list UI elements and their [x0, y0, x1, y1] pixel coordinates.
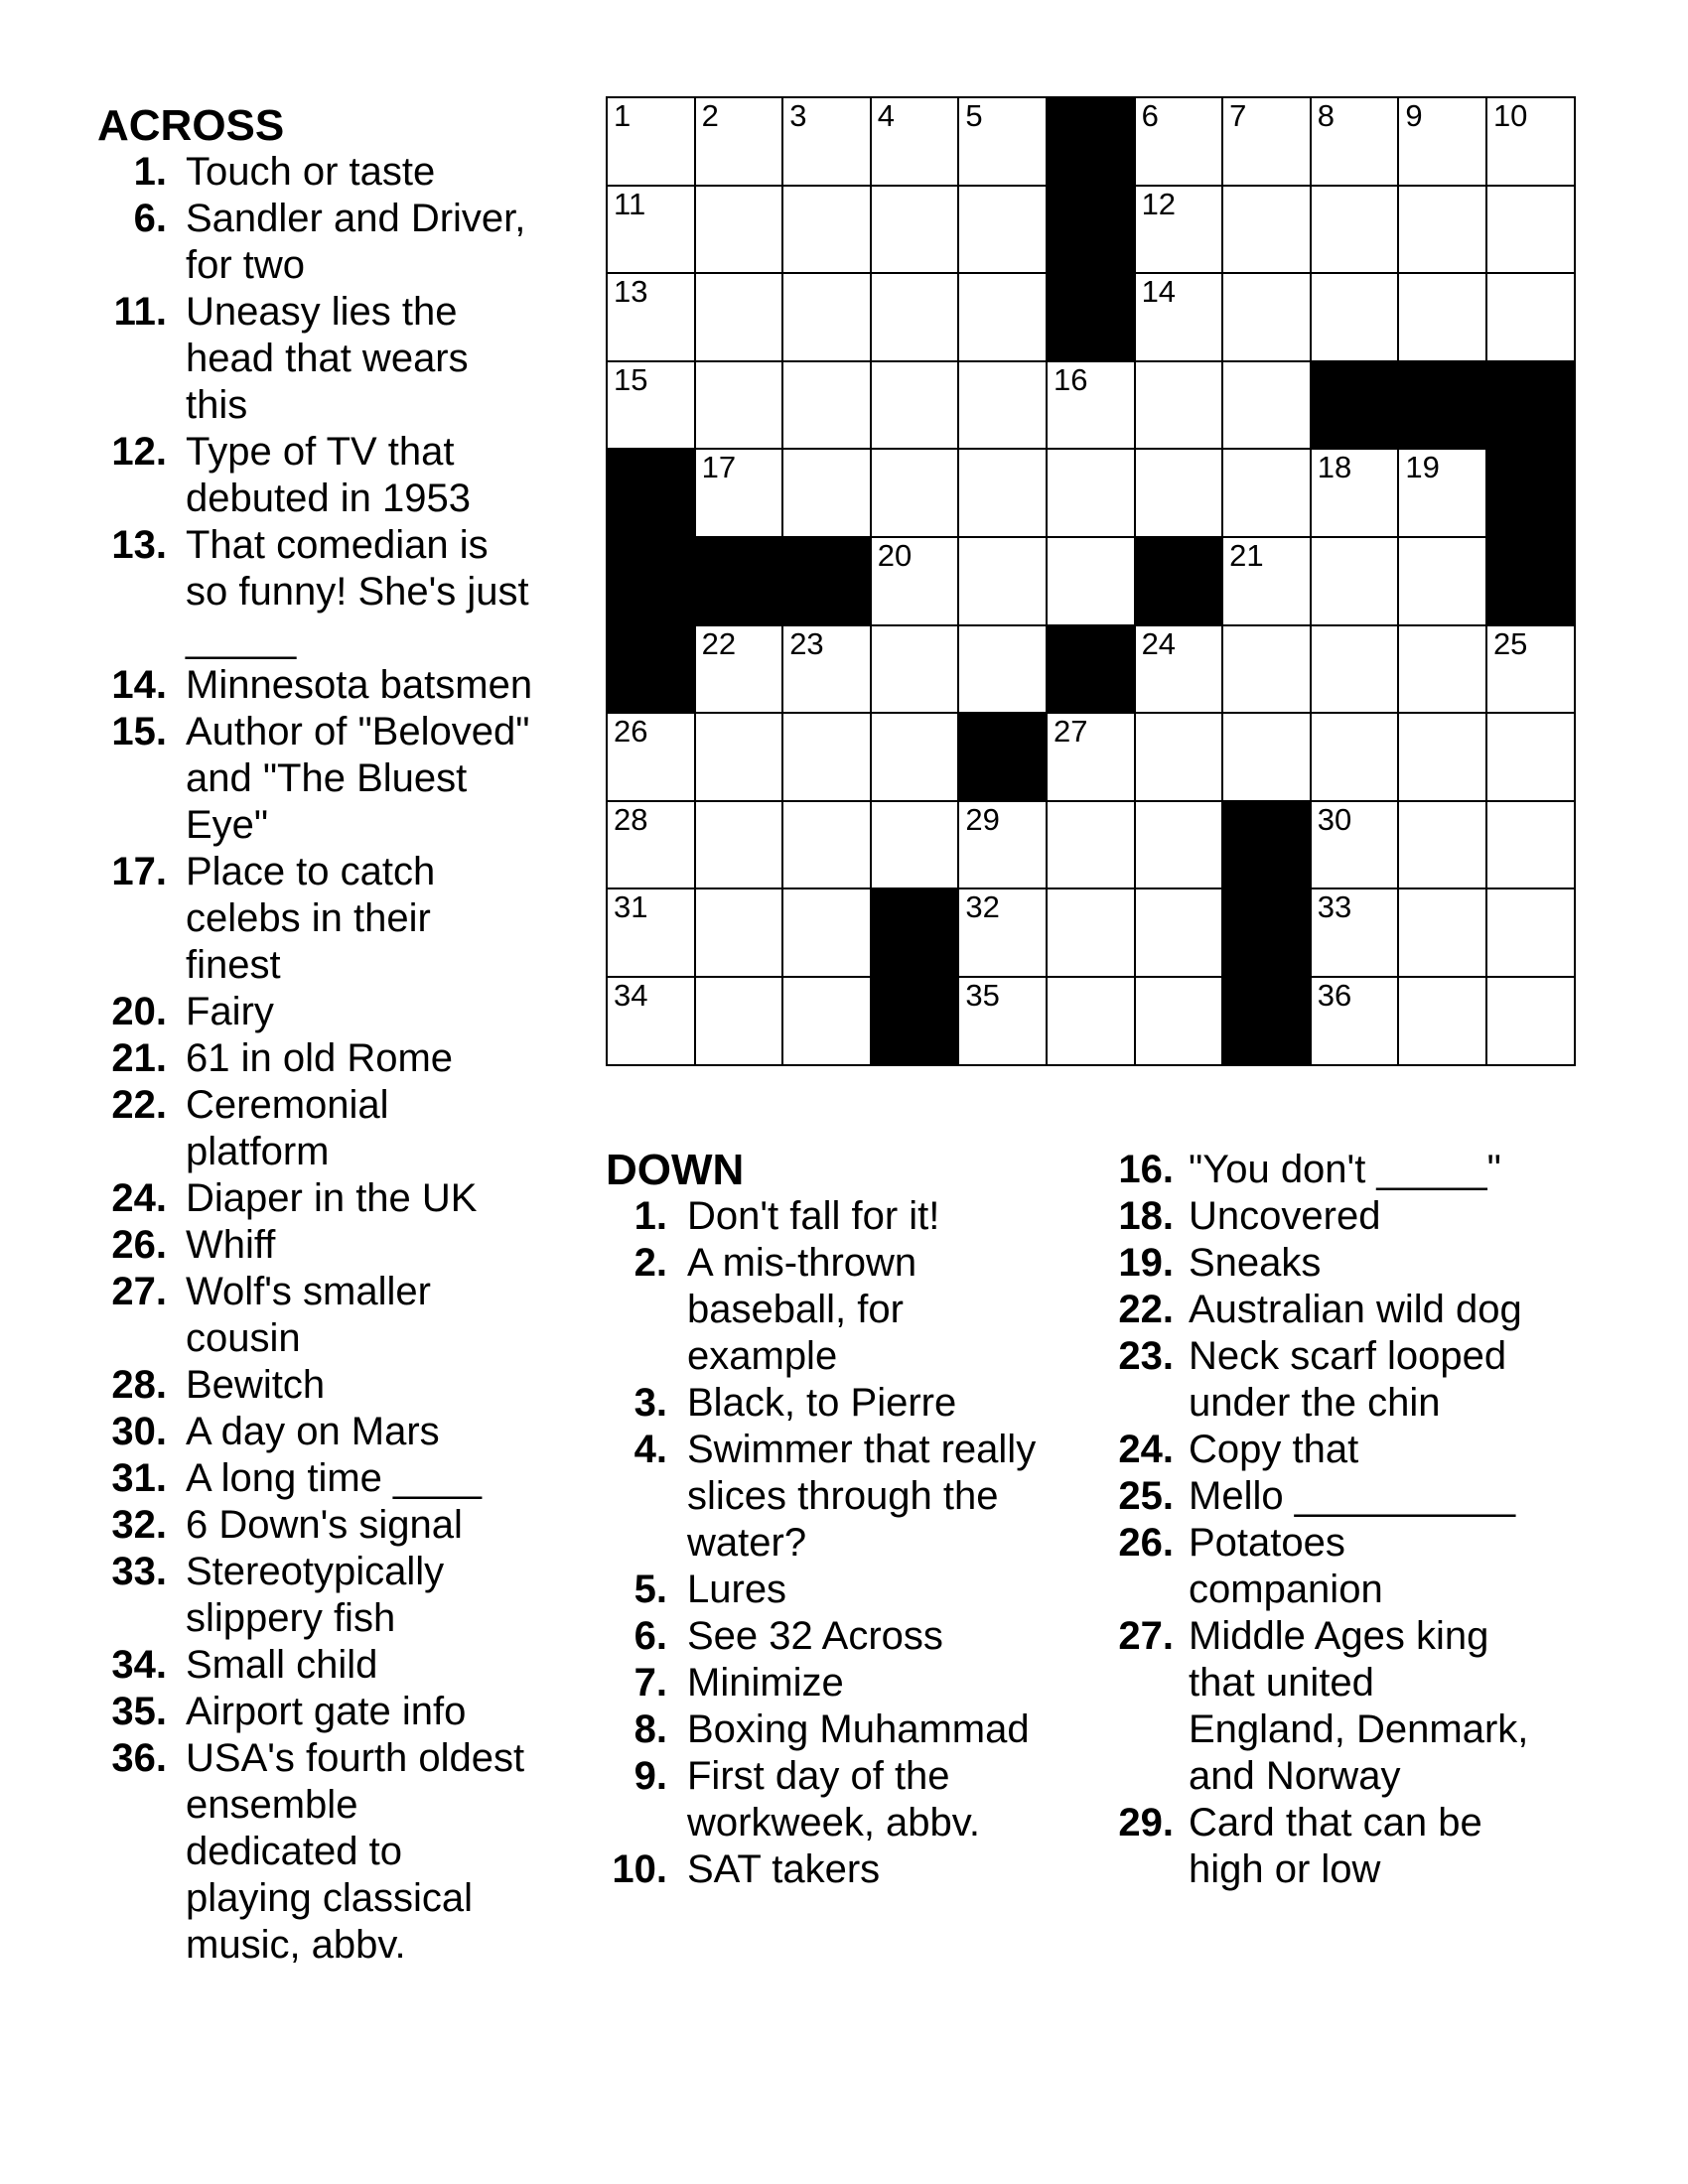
grid-cell-r8-c1[interactable]: [608, 714, 694, 800]
clue-number: 17.: [111, 850, 167, 893]
across-clue-15: [97, 709, 574, 849]
clue-number: 34.: [111, 1643, 167, 1687]
grid-cell-r6-c9[interactable]: [1312, 538, 1398, 624]
clue-number: 26.: [1118, 1521, 1174, 1565]
clue-number: 29.: [1118, 1801, 1174, 1844]
across-section: [97, 102, 574, 1969]
down-clue-4: [598, 1427, 1074, 1567]
grid-cell-r4-c7[interactable]: [1136, 362, 1222, 449]
grid-cell-r7-c8[interactable]: [1223, 626, 1310, 713]
clue-number: 32.: [111, 1503, 167, 1547]
clue-text: Bewitch: [186, 1363, 326, 1407]
grid-cell-r8-c9[interactable]: [1312, 714, 1398, 800]
clue-text: See 32 Across: [687, 1614, 943, 1658]
clue-number: 18.: [1118, 1194, 1174, 1238]
grid-cell-r7-c2[interactable]: [696, 626, 782, 713]
cell-number-34: 34: [614, 977, 648, 1013]
cell-number-26: 26: [614, 714, 648, 750]
grid-cell-r1-c11[interactable]: [1487, 98, 1574, 185]
grid-cell-r8-c7[interactable]: [1136, 714, 1222, 800]
grid-cell-r6-c5[interactable]: [959, 538, 1046, 624]
down-clue-16: [1104, 1147, 1551, 1193]
clue-number: 1.: [633, 1194, 667, 1238]
across-clue-12: [97, 429, 574, 522]
down-clue-22: [1104, 1287, 1551, 1333]
down-clue-9: [598, 1753, 1074, 1846]
clue-number: 7.: [633, 1661, 667, 1705]
down-title: DOWN: [606, 1146, 745, 1194]
grid-cell-r8-c11[interactable]: [1487, 714, 1574, 800]
clue-number: 26.: [111, 1223, 167, 1267]
clue-text: Uncovered: [1189, 1194, 1381, 1238]
across-clue-17: [97, 849, 574, 989]
clue-number: 24.: [111, 1176, 167, 1220]
clue-number: 27.: [1118, 1614, 1174, 1658]
grid-cell-r1-c5[interactable]: [959, 98, 1046, 185]
grid-cell-r11-c1[interactable]: [608, 978, 694, 1064]
grid-black-cell-r3-c6: [1048, 274, 1134, 360]
clue-number: 10.: [612, 1847, 667, 1891]
grid-black-cell-r5-c11: [1487, 450, 1574, 536]
grid-cell-r3-c8[interactable]: [1223, 274, 1310, 360]
grid-black-cell-r9-c8: [1223, 802, 1310, 888]
clue-text: Stereotypically slippery fish: [186, 1550, 445, 1640]
clue-text: 61 in old Rome: [186, 1036, 454, 1080]
clue-number: 15.: [111, 710, 167, 753]
grid-cell-r6-c4[interactable]: [872, 538, 958, 624]
down-clue-18: [1104, 1193, 1551, 1240]
clue-text: Wolf's smaller cousin: [186, 1270, 431, 1360]
grid-cell-r2-c9[interactable]: [1312, 187, 1398, 273]
grid-black-cell-r4-c11: [1487, 362, 1574, 449]
grid-cell-r2-c5[interactable]: [959, 187, 1046, 273]
cell-number-7: 7: [1229, 98, 1247, 133]
cell-number-2: 2: [701, 98, 719, 133]
grid-cell-r4-c8[interactable]: [1223, 362, 1310, 449]
cell-number-13: 13: [614, 274, 648, 310]
clue-text: Australian wild dog: [1189, 1288, 1522, 1331]
clue-number: 4.: [633, 1428, 667, 1471]
clue-text: Black, to Pierre: [687, 1381, 957, 1425]
grid-cell-r8-c6[interactable]: [1048, 714, 1134, 800]
cell-number-36: 36: [1317, 977, 1352, 1013]
cell-number-4: 4: [877, 98, 896, 133]
grid-cell-r3-c10[interactable]: [1399, 274, 1485, 360]
grid-black-cell-r1-c6: [1048, 98, 1134, 185]
clue-text: First day of the workweek, abbv.: [687, 1754, 980, 1844]
clue-text: Type of TV that debuted in 1953: [186, 430, 471, 520]
clue-number: 8.: [633, 1707, 667, 1751]
clue-number: 28.: [111, 1363, 167, 1407]
across-clue-20: [97, 989, 574, 1035]
grid-cell-r11-c5[interactable]: [959, 978, 1046, 1064]
grid-black-cell-r11-c4: [872, 978, 958, 1064]
clue-text: Fairy: [186, 990, 274, 1033]
across-clue-31: [97, 1455, 574, 1502]
grid-cell-r7-c5[interactable]: [959, 626, 1046, 713]
cell-number-10: 10: [1492, 98, 1528, 133]
grid-cell-r11-c7[interactable]: [1136, 978, 1222, 1064]
grid-cell-r4-c1[interactable]: [608, 362, 694, 449]
clue-text: Don't fall for it!: [687, 1194, 940, 1238]
down-clue-3: [598, 1380, 1074, 1427]
grid-black-cell-r10-c8: [1223, 889, 1310, 976]
clue-number: 12.: [111, 430, 167, 474]
clue-text: 6 Down's signal: [186, 1503, 463, 1547]
clue-text: Author of "Beloved" and "The Bluest Eye": [186, 710, 530, 847]
clue-number: 25.: [1118, 1474, 1174, 1518]
down-clue-27: [1104, 1613, 1551, 1800]
grid-cell-r2-c3[interactable]: [783, 187, 870, 273]
grid-cell-r4-c3[interactable]: [783, 362, 870, 449]
clue-text: A day on Mars: [186, 1410, 440, 1453]
across-clue-list: [97, 149, 574, 1969]
grid-cell-r2-c2[interactable]: [696, 187, 782, 273]
grid-cell-r5-c5[interactable]: [959, 450, 1046, 536]
grid-cell-r11-c2[interactable]: [696, 978, 782, 1064]
clue-number: 23.: [1118, 1334, 1174, 1378]
grid-cell-r3-c9[interactable]: [1312, 274, 1398, 360]
cell-number-3: 3: [789, 98, 807, 133]
clue-text: Boxing Muhammad: [687, 1707, 1030, 1751]
grid-cell-r5-c3[interactable]: [783, 450, 870, 536]
cell-number-27: 27: [1053, 714, 1088, 750]
cell-number-11: 11: [614, 186, 646, 221]
grid-cell-r6-c10[interactable]: [1399, 538, 1485, 624]
cell-number-25: 25: [1492, 625, 1528, 661]
grid-black-cell-r11-c8: [1223, 978, 1310, 1064]
grid-cell-r3-c11[interactable]: [1487, 274, 1574, 360]
grid-cell-r4-c2[interactable]: [696, 362, 782, 449]
grid-black-cell-r10-c4: [872, 889, 958, 976]
grid-cell-r5-c9[interactable]: [1312, 450, 1398, 536]
cell-number-20: 20: [877, 537, 913, 573]
grid-black-cell-r8-c5: [959, 714, 1046, 800]
cell-number-21: 21: [1229, 537, 1264, 573]
clue-text: Place to catch celebs in their finest: [186, 850, 436, 987]
clue-text: Minimize: [687, 1661, 844, 1705]
clue-text: A mis-thrown baseball, for example: [687, 1241, 917, 1378]
clue-text: Sandler and Driver, for two: [186, 197, 526, 287]
clue-number: 20.: [111, 990, 167, 1033]
grid-cell-r9-c2[interactable]: [696, 802, 782, 888]
clue-text: Card that can be high or low: [1189, 1801, 1482, 1891]
clue-text: SAT takers: [687, 1847, 881, 1891]
grid-black-cell-r7-c1: [608, 626, 694, 713]
cell-number-28: 28: [614, 801, 648, 837]
cell-number-31: 31: [614, 889, 648, 925]
clue-number: 14.: [111, 663, 167, 707]
grid-cell-r9-c9[interactable]: [1312, 802, 1398, 888]
cell-number-6: 6: [1141, 98, 1159, 133]
down-clue-2: [598, 1240, 1074, 1380]
clue-text: "You don't _____": [1189, 1148, 1501, 1191]
across-clue-22: [97, 1082, 574, 1175]
clue-text: Neck scarf looped under the chin: [1189, 1334, 1507, 1425]
clue-text: Ceremonial platform: [186, 1083, 389, 1173]
grid-cell-r10-c2[interactable]: [696, 889, 782, 976]
down-clue-26: [1104, 1520, 1551, 1613]
cell-number-33: 33: [1317, 889, 1352, 925]
clue-number: 27.: [111, 1270, 167, 1313]
grid-cell-r5-c7[interactable]: [1136, 450, 1222, 536]
grid-cell-r2-c10[interactable]: [1399, 187, 1485, 273]
clue-number: 6.: [633, 1614, 667, 1658]
cell-number-35: 35: [965, 977, 1000, 1013]
clue-text: Minnesota batsmen: [186, 663, 533, 707]
grid-cell-r6-c8[interactable]: [1223, 538, 1310, 624]
clue-text: Whiff: [186, 1223, 276, 1267]
across-clue-24: [97, 1175, 574, 1222]
grid-black-cell-r7-c6: [1048, 626, 1134, 713]
grid-black-cell-r4-c9: [1312, 362, 1398, 449]
clue-number: 36.: [111, 1736, 167, 1780]
grid-cell-r8-c3[interactable]: [783, 714, 870, 800]
grid-cell-r5-c10[interactable]: [1399, 450, 1485, 536]
grid-black-cell-r2-c6: [1048, 187, 1134, 273]
clue-text: Sneaks: [1189, 1241, 1322, 1285]
across-clue-6: [97, 196, 574, 289]
clue-text: Diaper in the UK: [186, 1176, 478, 1220]
cell-number-9: 9: [1405, 98, 1423, 133]
grid-cell-r5-c6[interactable]: [1048, 450, 1134, 536]
down-section-column-1: [598, 1147, 1074, 1893]
grid-cell-r11-c6[interactable]: [1048, 978, 1134, 1064]
grid-cell-r8-c10[interactable]: [1399, 714, 1485, 800]
grid-cell-r9-c4[interactable]: [872, 802, 958, 888]
grid-cell-r2-c4[interactable]: [872, 187, 958, 273]
grid-cell-r11-c11[interactable]: [1487, 978, 1574, 1064]
clue-text: Mello __________: [1189, 1474, 1516, 1518]
down-clue-7: [598, 1660, 1074, 1706]
grid-cell-r10-c5[interactable]: [959, 889, 1046, 976]
grid-cell-r10-c3[interactable]: [783, 889, 870, 976]
across-clue-36: [97, 1735, 574, 1969]
grid-cell-r10-c7[interactable]: [1136, 889, 1222, 976]
grid-cell-r11-c10[interactable]: [1399, 978, 1485, 1064]
grid-cell-r9-c6[interactable]: [1048, 802, 1134, 888]
across-clue-21: [97, 1035, 574, 1082]
across-clue-28: [97, 1362, 574, 1409]
across-clue-14: [97, 662, 574, 709]
grid-cell-r3-c3[interactable]: [783, 274, 870, 360]
grid-cell-r5-c4[interactable]: [872, 450, 958, 536]
grid-cell-r7-c4[interactable]: [872, 626, 958, 713]
grid-cell-r1-c3[interactable]: [783, 98, 870, 185]
grid-cell-r7-c10[interactable]: [1399, 626, 1485, 713]
clue-number: 1.: [133, 150, 167, 194]
down-section-column-2: [1104, 1147, 1551, 1893]
clue-text: That comedian is so funny! She's just _____: [186, 523, 529, 660]
clue-text: Uneasy lies the head that wears this: [186, 290, 469, 427]
across-title: ACROSS: [97, 101, 285, 150]
cell-number-24: 24: [1141, 625, 1177, 661]
grid-cell-r9-c10[interactable]: [1399, 802, 1485, 888]
clue-number: 19.: [1118, 1241, 1174, 1285]
across-clue-1: [97, 149, 574, 196]
down-clue-10: [598, 1846, 1074, 1893]
grid-cell-r2-c11[interactable]: [1487, 187, 1574, 273]
clue-number: 13.: [111, 523, 167, 567]
grid-cell-r9-c5[interactable]: [959, 802, 1046, 888]
down-clue-1: [598, 1193, 1074, 1240]
grid-cell-r10-c1[interactable]: [608, 889, 694, 976]
grid-cell-r9-c7[interactable]: [1136, 802, 1222, 888]
grid-cell-r9-c3[interactable]: [783, 802, 870, 888]
grid-black-cell-r4-c10: [1399, 362, 1485, 449]
cell-number-12: 12: [1141, 186, 1177, 221]
cell-number-29: 29: [965, 801, 1000, 837]
grid-black-cell-r6-c2: [696, 538, 782, 624]
grid-cell-r1-c2[interactable]: [696, 98, 782, 185]
grid-cell-r3-c4[interactable]: [872, 274, 958, 360]
grid-cell-r11-c3[interactable]: [783, 978, 870, 1064]
clue-number: 16.: [1118, 1148, 1174, 1191]
across-clue-33: [97, 1549, 574, 1642]
across-clue-30: [97, 1409, 574, 1455]
clue-number: 31.: [111, 1456, 167, 1500]
down-clue-25: [1104, 1473, 1551, 1520]
down-clue-23: [1104, 1333, 1551, 1427]
grid-cell-r10-c9[interactable]: [1312, 889, 1398, 976]
clue-text: Lures: [687, 1568, 787, 1611]
grid-cell-r10-c11[interactable]: [1487, 889, 1574, 976]
grid-cell-r2-c7[interactable]: [1136, 187, 1222, 273]
clue-number: 5.: [633, 1568, 667, 1611]
across-clue-32: [97, 1502, 574, 1549]
grid-cell-r1-c7[interactable]: [1136, 98, 1222, 185]
clue-number: 22.: [111, 1083, 167, 1127]
grid-cell-r2-c1[interactable]: [608, 187, 694, 273]
cell-number-19: 19: [1405, 450, 1440, 485]
grid-cell-r7-c3[interactable]: [783, 626, 870, 713]
down-clue-24: [1104, 1427, 1551, 1473]
grid-cell-r10-c6[interactable]: [1048, 889, 1134, 976]
grid-cell-r4-c5[interactable]: [959, 362, 1046, 449]
grid-cell-r5-c8[interactable]: [1223, 450, 1310, 536]
clue-text: A long time ____: [186, 1456, 482, 1500]
clue-text: Swimmer that really slices through the water?: [687, 1428, 1037, 1565]
across-clue-26: [97, 1222, 574, 1269]
cell-number-17: 17: [701, 450, 737, 485]
grid-black-cell-r6-c1: [608, 538, 694, 624]
clue-text: Copy that: [1189, 1428, 1359, 1471]
grid-cell-r3-c5[interactable]: [959, 274, 1046, 360]
clue-number: 33.: [111, 1550, 167, 1593]
clue-text: Airport gate info: [186, 1690, 467, 1733]
clue-number: 22.: [1118, 1288, 1174, 1331]
cell-number-5: 5: [965, 98, 983, 133]
grid-black-cell-r6-c7: [1136, 538, 1222, 624]
grid-cell-r7-c11[interactable]: [1487, 626, 1574, 713]
grid-cell-r9-c11[interactable]: [1487, 802, 1574, 888]
down-clue-5: [598, 1567, 1074, 1613]
grid-cell-r3-c1[interactable]: [608, 274, 694, 360]
grid-cell-r4-c4[interactable]: [872, 362, 958, 449]
cell-number-14: 14: [1141, 274, 1177, 310]
crossword-grid: [606, 96, 1576, 1066]
grid-cell-r1-c4[interactable]: [872, 98, 958, 185]
cell-number-22: 22: [701, 625, 737, 661]
across-clue-13: [97, 522, 574, 662]
grid-black-cell-r5-c1: [608, 450, 694, 536]
grid-cell-r3-c7[interactable]: [1136, 274, 1222, 360]
clue-number: 6.: [133, 197, 167, 240]
cell-number-1: 1: [614, 98, 632, 133]
grid-cell-r1-c8[interactable]: [1223, 98, 1310, 185]
cell-number-18: 18: [1317, 450, 1352, 485]
grid-cell-r3-c2[interactable]: [696, 274, 782, 360]
across-clue-11: [97, 289, 574, 429]
down-clue-29: [1104, 1800, 1551, 1893]
cell-number-30: 30: [1317, 801, 1352, 837]
grid-cell-r1-c9[interactable]: [1312, 98, 1398, 185]
down-clue-8: [598, 1706, 1074, 1753]
clue-text: Potatoes companion: [1189, 1521, 1383, 1611]
clue-text: Middle Ages king that united England, Denmark, and Norway: [1189, 1614, 1529, 1798]
grid-cell-r4-c6[interactable]: [1048, 362, 1134, 449]
grid-cell-r9-c1[interactable]: [608, 802, 694, 888]
grid-cell-r8-c4[interactable]: [872, 714, 958, 800]
clue-number: 24.: [1118, 1428, 1174, 1471]
grid-cell-r7-c9[interactable]: [1312, 626, 1398, 713]
down-clue-list-1: [598, 1193, 1074, 1893]
clue-number: 3.: [633, 1381, 667, 1425]
clue-number: 2.: [633, 1241, 667, 1285]
clue-number: 30.: [111, 1410, 167, 1453]
grid-black-cell-r6-c11: [1487, 538, 1574, 624]
grid-cell-r2-c8[interactable]: [1223, 187, 1310, 273]
grid-cell-r8-c2[interactable]: [696, 714, 782, 800]
down-clue-6: [598, 1613, 1074, 1660]
grid-cell-r1-c10[interactable]: [1399, 98, 1485, 185]
cell-number-8: 8: [1317, 98, 1335, 133]
grid-cell-r11-c9[interactable]: [1312, 978, 1398, 1064]
across-clue-34: [97, 1642, 574, 1689]
cell-number-32: 32: [965, 889, 1000, 925]
clue-number: 35.: [111, 1690, 167, 1733]
down-clue-list-2: [1104, 1147, 1551, 1893]
clue-number: 9.: [633, 1754, 667, 1798]
clue-text: Small child: [186, 1643, 378, 1687]
clue-number: 21.: [111, 1036, 167, 1080]
grid-cell-r7-c7[interactable]: [1136, 626, 1222, 713]
grid-cell-r8-c8[interactable]: [1223, 714, 1310, 800]
down-clue-19: [1104, 1240, 1551, 1287]
across-clue-35: [97, 1689, 574, 1735]
clue-text: Touch or taste: [186, 150, 436, 194]
cell-number-15: 15: [614, 361, 648, 397]
grid-cell-r6-c6[interactable]: [1048, 538, 1134, 624]
clue-number: 11.: [113, 290, 167, 334]
grid-cell-r5-c2[interactable]: [696, 450, 782, 536]
grid-black-cell-r6-c3: [783, 538, 870, 624]
across-clue-27: [97, 1269, 574, 1362]
grid-cell-r1-c1[interactable]: [608, 98, 694, 185]
grid-cell-r10-c10[interactable]: [1399, 889, 1485, 976]
cell-number-23: 23: [789, 625, 824, 661]
clue-text: USA's fourth oldest ensemble dedicated to playing classical music, abbv.: [186, 1736, 525, 1967]
cell-number-16: 16: [1053, 361, 1088, 397]
